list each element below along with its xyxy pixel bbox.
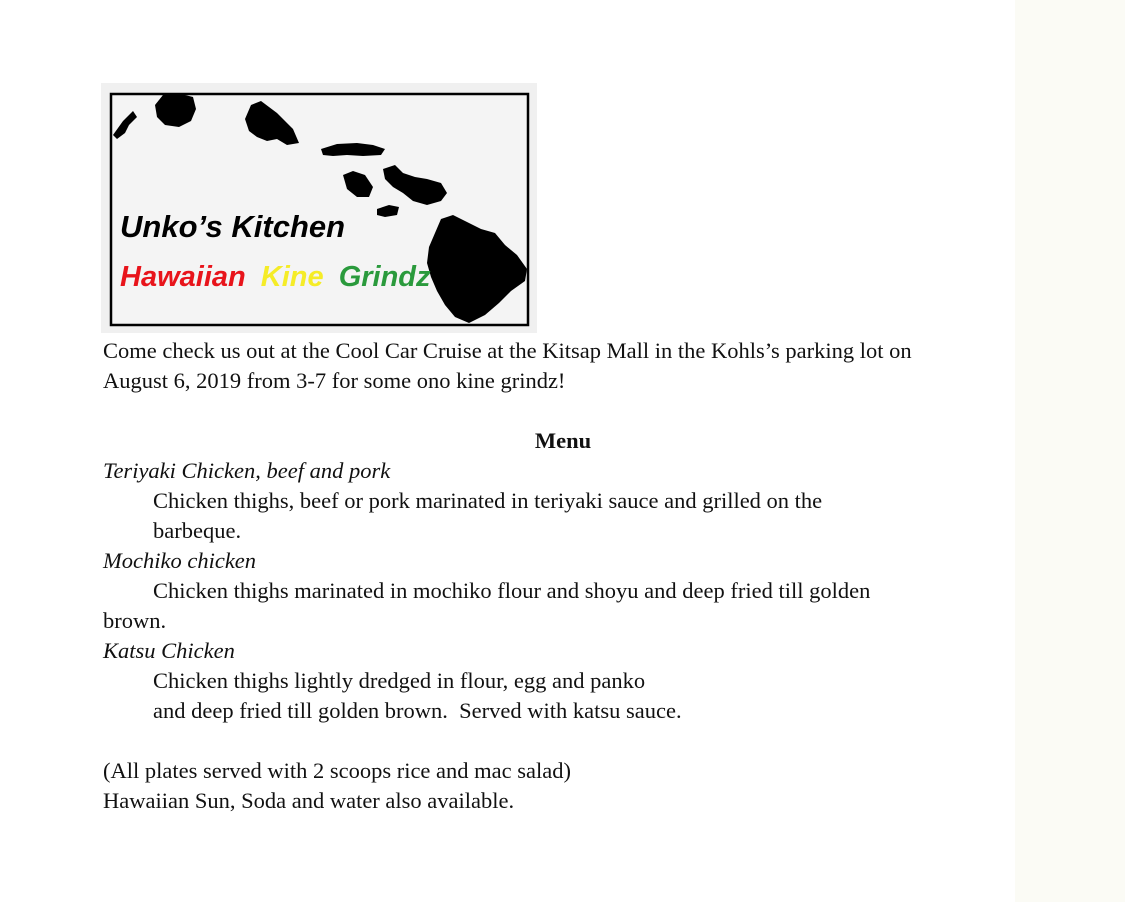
menu-item-description: and deep fried till golden brown. Served with katsu sauce. — [153, 698, 682, 723]
menu-item-description: brown. — [103, 608, 167, 633]
logo-tagline-word2: Kine — [260, 261, 324, 293]
intro-line-1: Come check us out at the Cool Car Cruise at the Kitsap Mall in the Kohls’s parking lot on — [103, 338, 912, 363]
menu-item-name: Mochiko chicken — [103, 548, 257, 573]
spacer — [103, 726, 1015, 756]
spacer — [103, 396, 1015, 426]
logo-tagline-word3: Grindz — [338, 261, 431, 293]
menu-item-description: Chicken thighs lightly dredged in flour, egg and panko — [153, 668, 646, 693]
logo-title: Unko’s Kitchen — [120, 209, 346, 244]
unkos-kitchen-logo — [101, 83, 537, 333]
menu-item-description: Chicken thighs, beef or pork marinated in teriyaki sauce and grilled on the — [153, 488, 823, 513]
flyer-body — [103, 336, 1015, 816]
menu-item-description: Chicken thighs marinated in mochiko flour and shoyu and deep fried till golden — [153, 578, 871, 603]
svg-text:Hawaiian Kine Grin — [120, 261, 431, 293]
menu-heading: Menu — [534, 428, 592, 453]
footer-note: (All plates served with 2 scoops rice and mac salad) — [103, 758, 571, 783]
menu-item-name: Teriyaki Chicken, beef and pork — [103, 458, 391, 483]
footer-drinks: Hawaiian Sun, Soda and water also available. — [103, 788, 515, 813]
page-margin-strip — [1015, 0, 1125, 902]
menu-item-description: barbeque. — [153, 518, 242, 543]
hawaiian-islands-icon — [101, 83, 537, 333]
intro-line-2: August 6, 2019 from 3-7 for some ono kine grindz! — [103, 368, 566, 393]
logo-tagline-word1: Hawaiian — [120, 261, 246, 293]
menu-item-name: Katsu Chicken — [103, 638, 235, 663]
